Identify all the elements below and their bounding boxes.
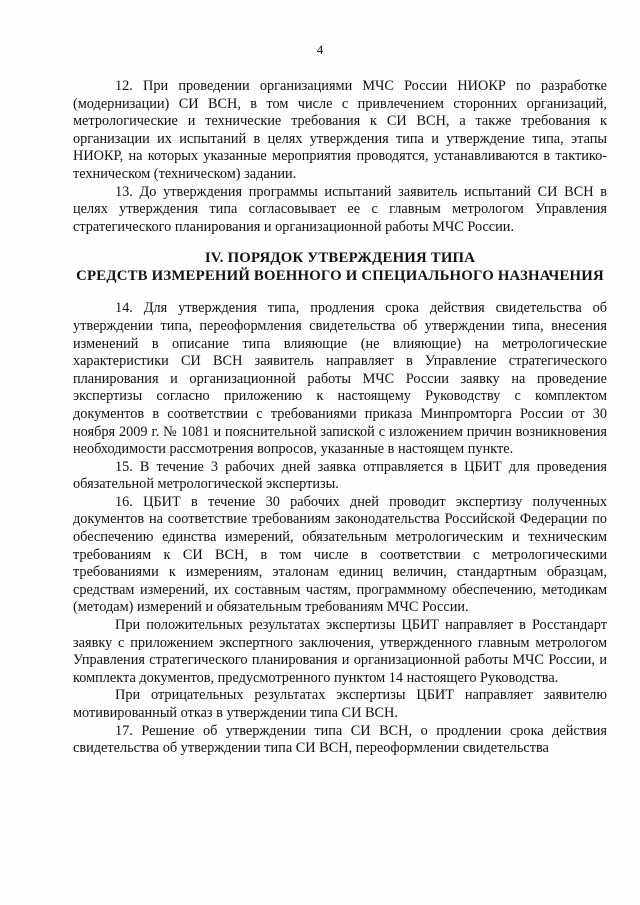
paragraph-16: 16. ЦБИТ в течение 30 рабочих дней проводит экспертизу полученных документов на соответствие требованиям законодательства Российской Федерации по обеспечению единства измерений, обязательным метрологическим и техническим требованиям к СИ ВСН, в том числе в соответствии с метрологическими требованиями к измерениям, эталонам единиц величин, стандартным образцам, средствам измерений, их составным частям, программному обеспечению, методикам (методам) измерений и обязательным требованиям МЧС России. [73, 493, 607, 616]
page-number: 4 [316, 42, 324, 57]
paragraph-17: 17. Решение об утверждении типа СИ ВСН, о продлении срока действия свидетельства об утверждении типа СИ ВСН, переоформлении свидетельства [73, 722, 607, 757]
section-heading [73, 249, 607, 285]
paragraph-15: 15. В течение 3 рабочих дней заявка отправляется в ЦБИТ для проведения обязательной метрологической экспертизы. [73, 458, 607, 493]
paragraph-positive-result: При положительных результатах экспертизы ЦБИТ направляет в Росстандарт заявку с приложением экспертного заключения, утвержденного главным метрологом Управления стратегического планирования и организационной работы МЧС России, и комплекта документов, предусмотренного пунктом 14 настоящего Руководства. [73, 617, 607, 686]
paragraph-12: 12. При проведении организациями МЧС России НИОКР по разработке (модернизации) СИ ВСН, в том числе с привлечением сторонних организаций, метрологические и технические требования к СИ ВСН, а также требования к организации их испытаний в целях утверждения типа и утверждение типа, этапы НИОКР, на которых указанные мероприятия проводятся, устанавливаются в тактико-техническом (техническом) задании. [73, 78, 607, 182]
document-body [73, 78, 607, 758]
paragraph-14: 14. Для утверждения типа, продления срока действия свидетельства об утверждении типа, переоформления свидетельства об утверждении типа, внесения изменений в описание типа влияющие (не влияющие) на метрологические характеристики СИ ВСН заявитель направляет в Управление стратегического планирования и организационной работы МЧС России заявку на проведение экспертизы согласно приложению к настоящему Руководству с комплектом документов в соответствии с требованиями приказа Минпромторга России от 30 ноября 2009 г. № 1081 и пояснительной запиской с изложением причин возникновения необходимости рассмотрения вопросов, указанные в настоящем пункте. [73, 300, 607, 458]
section-heading-line-2: СРЕДСТВ ИЗМЕРЕНИЙ ВОЕННОГО И СПЕЦИАЛЬНОГО НАЗНАЧЕНИЯ [76, 268, 604, 285]
paragraph-negative-result: При отрицательных результатах экспертизы ЦБИТ направляет заявителю мотивированный отказ в утверждении типа СИ ВСН. [73, 687, 607, 721]
paragraph-13: 13. До утверждения программы испытаний заявитель испытаний СИ ВСН в целях утверждения типа согласовывает ее с главным метрологом Управления стратегического планирования и организационной работы МЧС России. [73, 183, 607, 235]
section-heading-line-1: IV. ПОРЯДОК УТВЕРЖДЕНИЯ ТИПА [204, 250, 476, 267]
